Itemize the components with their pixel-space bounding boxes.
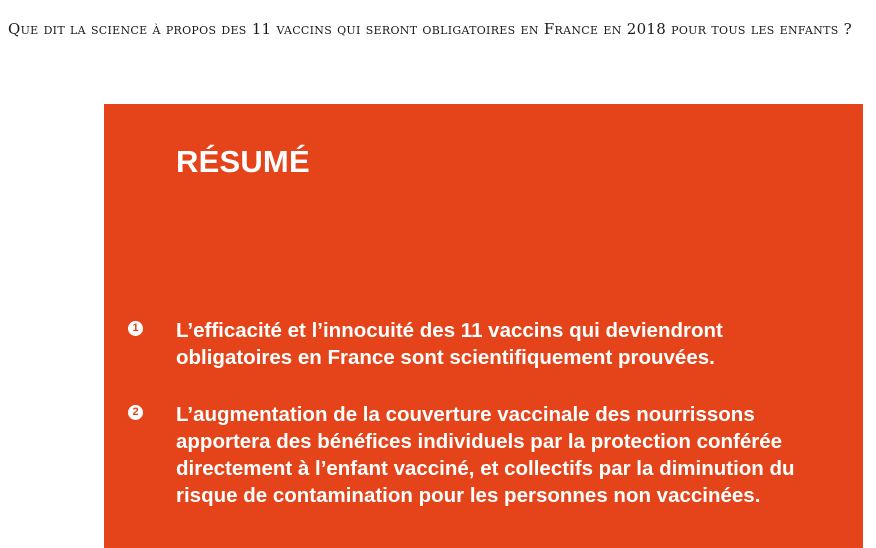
summary-title: RÉSUMÉ: [176, 144, 310, 179]
summary-point-text: L’augmentation de la couverture vaccinale des nourrissons apportera des bénéfices individuels par la protection conférée directement à l’enfant vacciné, et collectifs par la diminution du risque de contamination pour les personnes non vaccinées.: [176, 403, 795, 507]
number-two-bullet-icon: 2: [128, 405, 143, 420]
summary-box: [104, 104, 863, 548]
number-one-bullet-icon: 1: [128, 321, 143, 336]
running-header-title: Que dit la science à propos des 11 vaccins qui seront obligatoires en France en 2018 pour tous les enfants ?: [8, 20, 852, 38]
summary-point-1: [128, 317, 828, 371]
summary-point-2: [128, 401, 828, 509]
summary-point-text: L’efficacité et l’innocuité des 11 vaccins qui deviendront obligatoires en France sont scientifiquement prouvées.: [176, 319, 723, 369]
